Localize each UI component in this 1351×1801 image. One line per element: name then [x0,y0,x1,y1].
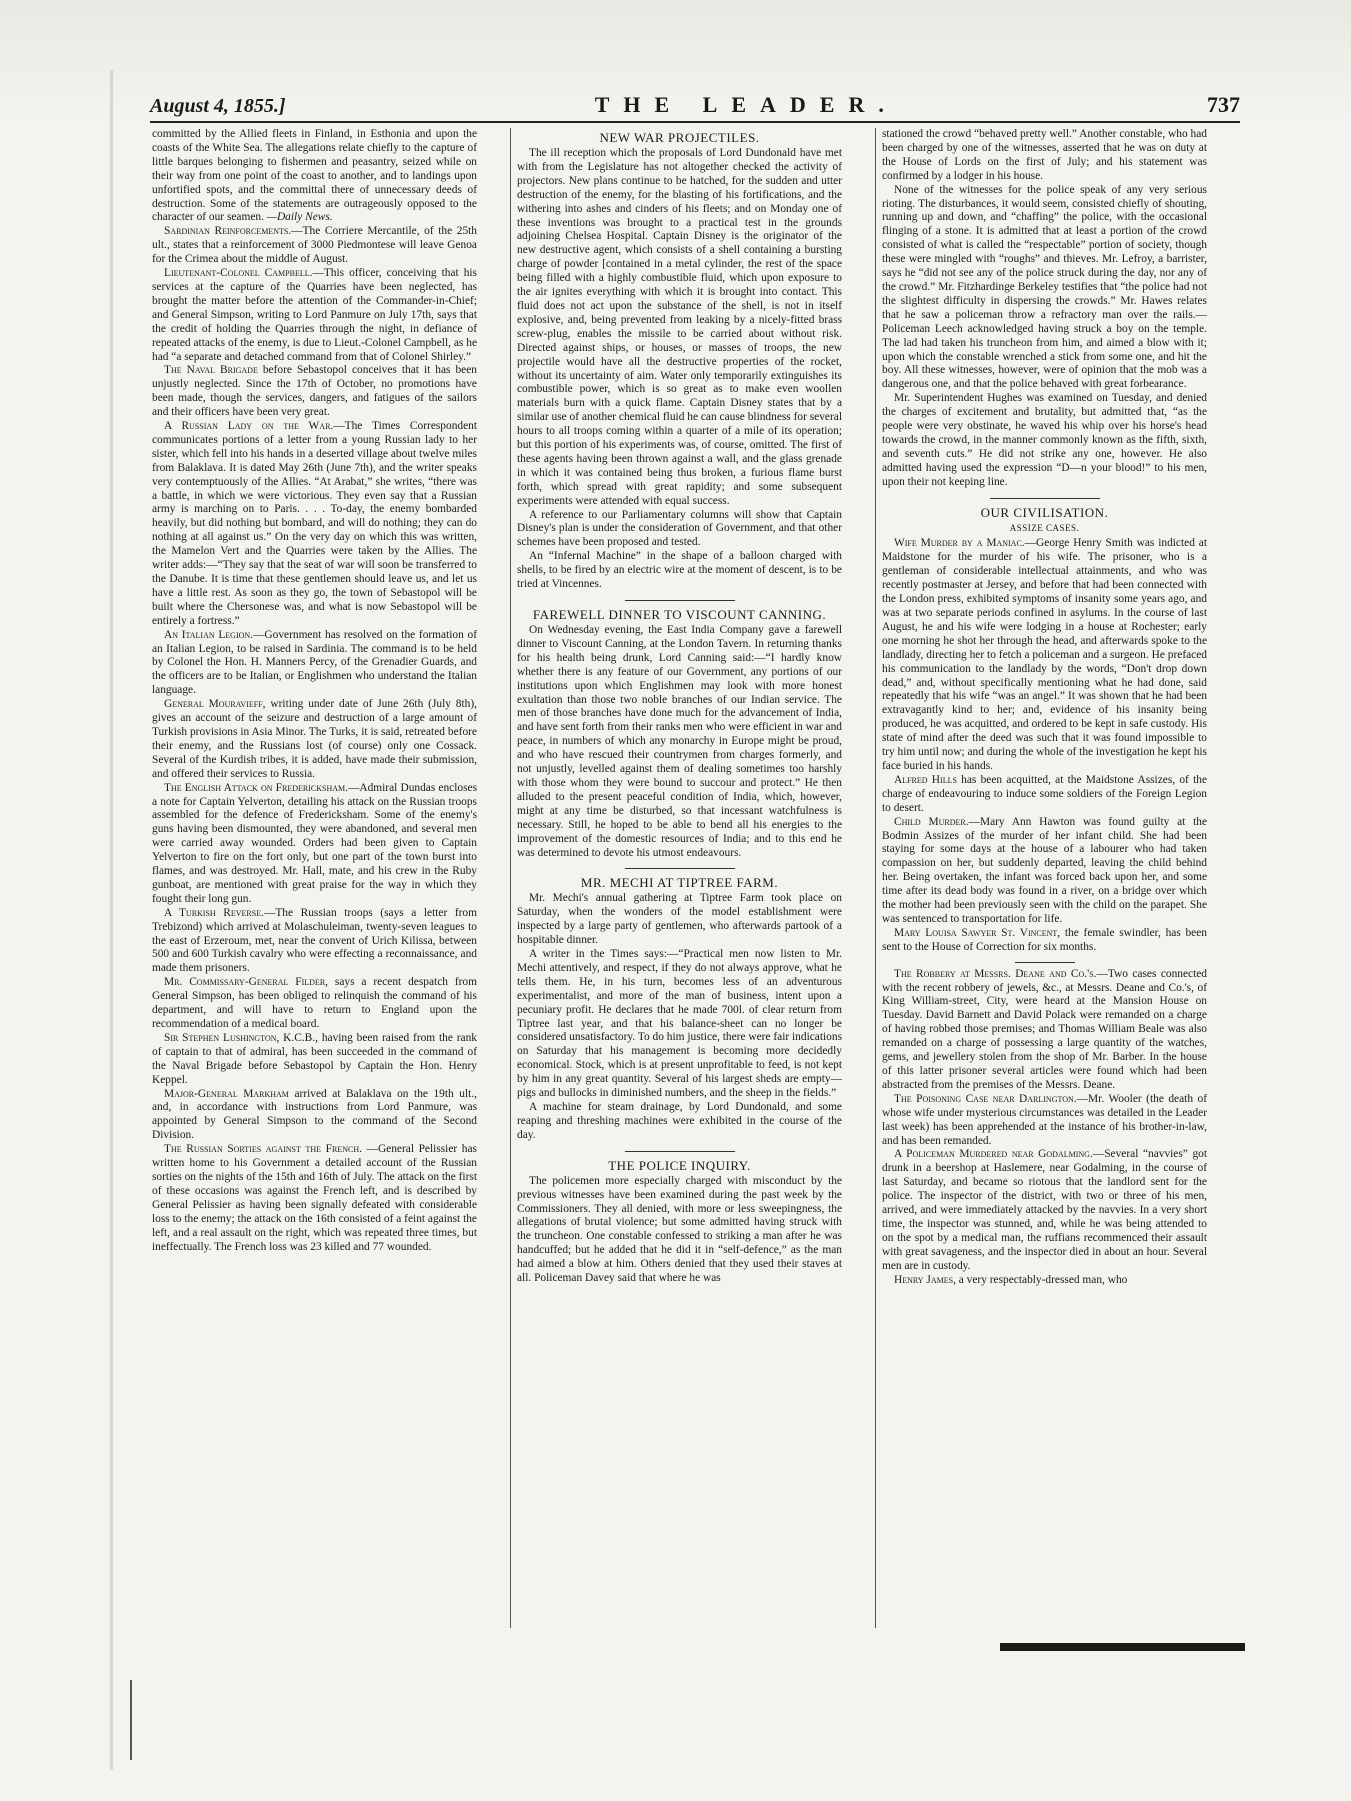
section-divider [1015,962,1075,963]
article-paragraph: Mr. Mechi's annual gathering at Tiptree Farm took place on Saturday, when the wonders of the model establishment were inspected by a large party of gentlemen, who afterwards partook of a hospitable dinner. [517,892,842,947]
article-paragraph: A writer in the Times says:—“Practical men now listen to Mr. Mechi attentively, and respect, if they do not always approve, what he tells them. He, in his turn, becomes less of an adventurous experimentalist, and more of the man of business, intent upon a pecuniary profit. He declares that he made 700l. of clear return from Tiptree last year, and that his balance-sheet can no longer be considered unsatisfactory. To do him justice, there were fair indications on Saturday that his management is becoming more decidedly economical. Stock, which is at present unprofitable to feed, is not kept by him in any great quantity. Several of his largest sheds are empty—pigs and bullocks in diminished numbers, and the sheep in the fields.” [517,948,842,1100]
subheading-assize-cases: ASSIZE CASES. [1009,522,1080,533]
section-heading-war-projectiles: NEW WAR PROJECTILES. [599,130,760,145]
masthead-title: THE LEADER. [594,92,898,117]
news-item: The Poisoning Case near Darlington.—Mr. Wooler (the death of whose wife under mysterious circumstances was detailed in the Leader last week) has been apprehended at the instance of his brother-in-law, and has been remanded. [882,1092,1207,1147]
article-paragraph: A machine for steam drainage, by Lord Dundonald, and some reaping and threshing machines were exhibited in the course of the day. [517,1101,842,1141]
section-heading-farewell-dinner: FAREWELL DINNER TO VISCOUNT CANNING. [532,607,827,622]
article-paragraph: An “Infernal Machine” in the shape of a balloon charged with shells, to be fired by an electric wire at the moment of descent, is to be tried at Vincennes. [517,550,842,591]
page-bottom-bar [1000,1643,1245,1651]
news-item: Major-General Markham arrived at Balaklava on the 19th ult., and, in accordance with instructions from Lord Panmure, was appointed by General Simpson to the command of the Second Division. [152,1087,477,1142]
column-2 [517,128,842,1633]
article-paragraph: On Wednesday evening, the East India Company gave a farewell dinner to Viscount Canning, at the London Tavern. In returning thanks for his health being drunk, Lord Canning said:—“I hardly know whether there is any feature of our Government, any portions of our institutions upon which Englishmen may look with more honest exultation than those two noble branches of our Indian service. The men of those branches have done much for the advancement of India, and have sent forth from their ranks men who were efficient in war and peace, in numbers of which any monarchy in Europe might be proud, and who have rescued their countrymen from charges formerly, and not unjustly, levelled against them of dealing sometimes too harshly with those whom they were bound to succour and protect.” He then alluded to the present peaceful condition of India, which, however, might at any time be disturbed, so that incessant watchfulness is necessary. Still, he hoped to be able to bend all his energies to the improvement of the domestic resources of India; and to this end he was determined to devote his utmost endeavours. [517,624,842,859]
news-item: Henry James, a very respectably-dressed man, who [894,1273,1128,1286]
article-paragraph: committed by the Allied fleets in Finland, in Esthonia and upon the coasts of the White Sea. The allegations relate chiefly to the capture of little barques belonging to fishermen and peasantry, seized while on their way from one point of the coast to another, and to landings upon unfortified spots, and the committal there of unnecessary deeds of destruction. Some of the statements are outrageously opposed to the character of our seamen. —Daily News. [152,128,477,224]
news-item: A Policeman Murdered near Godalming.—Several “navvies” got drunk in a beershop at Haslemere, near Godalming, in the course of last Saturday, and became so riotous that the landlord sent for the police. The inspector of the district, with two or three of his men, arrived, and were immediately attacked by the navvies. In a very short time, the inspector was stunned, and, while he was being attended to on the spot by a medical man, the ruffians recommenced their assault with great savageness, and the inspector died in about an hour. Several men are in custody. [882,1148,1207,1272]
page-header [150,82,1240,118]
article-paragraph: None of the witnesses for the police speak of any very serious rioting. The disturbances, it would seem, consisted chiefly of shouting, running up and down, and “chaffing” the police, with the occasional flinging of a stone. It is admitted that at least a portion of the crowd consisted of what is called the “respectable” portion of society, though these were mingled with “roughs” and thieves. Mr. Lefroy, a barrister, says he “did not see any of the police struck during the day, nor any of the crowd.” Mr. Fitzhardinge Berkeley testifies that “the police had not the slightest difficulty in dispersing the crowds.” Mr. Hawes relates that he saw a policeman throw a refractory man over the rails.—Policeman Leech acknowledged having struck a boy on the temple. The lad had taken his truncheon from him, and aimed a blow with it; upon which the constable wrenched a stick from some one, and hit the boy. All these witnesses, however, were of opinion that the mob was a dangerous one, and that the police behaved with great forbearance. [882,183,1207,391]
section-heading-police-inquiry: THE POLICE INQUIRY. [608,1157,751,1173]
news-item: The Robbery at Messrs. Deane and Co.'s.—Two cases connected with the recent robbery of jewels, &c., at Messrs. Deane and Co.'s, of King William-street, City, were heard at the Mansion House on Tuesday. David Barnett and David Polack were remanded on a charge of having robbed those premises; and Thomas William Beale was also remanded on a charge of possessing a large quantity of the watches, gems, and jewellery stolen from the shop of Mr. Barber. In the house of this latter prisoner several articles were found which had been abstracted from the premises of the Messrs. Deane. [882,967,1207,1091]
news-item: General Mouravieff, writing under date of June 26th (July 8th), gives an account of the seizure and destruction of a large amount of Turkish provisions in Asia Minor. The Turks, it is said, retreated before their enemy, and the Russians lost (of course) only one Cossack. Several of the Kurdish tribes, it is added, have made their submission, and offered their services to Russia. [152,698,477,780]
column-3 [882,128,1207,1633]
news-item: Alfred Hills has been acquitted, at the Maidstone Assizes, of the charge of endeavouring to induce some soldiers of the Foreign Legion to desert. [882,773,1207,814]
section-divider [625,1151,735,1152]
news-item: The Russian Sorties against the French. —General Pelissier has written home to his Government a detailed account of the Russian sorties on the nights of the 15th and 16th of July. The attack on the first of these occasions was against the French left, and is described by General Pelissier as having been signally defeated with considerable loss to the enemy; the attack on the 16th consisted of a feint against the left, and a real assault on the right, which was repeated three times, but ineffectually. The French loss was 23 killed and 77 wounded. [152,1143,477,1253]
article-paragraph: Mr. Superintendent Hughes was examined on Tuesday, and denied the charges of excitement and brutality, but admitted that, “as the people were very obstinate, he waved his whip over his horse's head towards the crowd, in the manner commonly known as the fifth, sixth, and seventh cuts.” He did not strike any one, however. He also admitted having used the expression “D—n your blood!” to his men, upon their not keeping line. [882,392,1207,488]
column-separator [875,128,876,1628]
news-item: The English Attack on Fredericksham.—Admiral Dundas encloses a note for Captain Yelverton, detailing his attack on the Russian troops assembled for the defence of Fredericksham. Some of the enemy's guns having been dismounted, they were abandoned, and several men were carried away wounded. Orders had been given to Captain Yelverton to fire on the fort only, but one part of the town burst into flames, and was destroyed. Mr. Hall, mate, and his crew in the Ruby gunboat, are mentioned with great praise for the way in which they fought their long gun. [152,781,477,905]
section-divider [625,600,735,601]
news-item: An Italian Legion.—Government has resolved on the formation of an Italian Legion, to be raised in Sardinia. The command is to be held by Colonel the Hon. H. Manners Percy, of the Grenadier Guards, and the officers are to be Italian, or Englishmen who understand the Italian language. [152,628,477,697]
news-item: Mary Louisa Sawyer St. Vincent, the female swindler, has been sent to the House of Correction for six months. [882,926,1207,953]
column-separator [510,128,511,1628]
news-item: Child Murder.—Mary Ann Hawton was found guilty at the Bodmin Assizes of the murder of her infant child. She had been staying for some days at the house of a labourer who had taken compassion on her, but suddenly departed, leaving the child behind her. Being overtaken, the infant was forced back upon her, and some time after its dead body was found in a river, on a bridge over which the mother had been previously seen with the child on the parapet. She was sentenced to transportation for life. [882,815,1207,925]
header-rule [150,121,1240,123]
news-item: Wife Murder by a Maniac.—George Henry Smith was indicted at Maidstone for the murder of his wife. The prisoner, who is a gentleman of considerable intellectual attainments, and who was recently postmaster at Jersey, and before that had been connected with the London press, exhibited symptoms of insanity some years ago, and was at two separate periods confined in asylums. In the course of last August, he and his wife were lodging in a house at Rochester; early one morning he shot her through the head, and afterwards spoke to the landlady, directing her to fetch a policeman and a surgeon. He prefaced his communication to the landlady by the words, “Don't drop down dead,” and, without specifically mentioning what he had done, said repeatedly that his wife “was an angel.” It was shown that he had been extravagantly kind to her; and, evidence of his insanity being produced, he was acquitted, and ordered to be kept in safe custody. His state of mind after the deed was such that it was found impossible to try him until now; and during the whole of the investigation he kept his face buried in his hands. [882,537,1207,772]
issue-date: August 4, 1855.] [150,95,286,117]
news-item: Lieutenant-Colonel Campbell.—This officer, conceiving that his services at the capture of the Quarries have been neglected, has brought the matter before the attention of the Commander-in-Chief; and General Simpson, writing to Lord Panmure on July 17th, says that the credit of holding the Quarries through the night, in defiance of repeated attacks of the enemy, is due to Lieut.-Colonel Campbell, as he had “a separate and detached command from that of Colonel Shirley.” [152,267,477,363]
news-item: A Russian Lady on the War.—The Times Correspondent communicates portions of a letter from a young Russian lady to her sister, which fell into his hands in a deserted village about twelve miles from Balaklava. It is dated May 26th (June 7th), and the writer speaks very contemptuously of the Allies. “At Arabat,” she writes, “there was a battle, in which we were victorious. They even say that a Russian army is marching on to Paris. . . . To-day, the enemy bombarded heavily, but did nothing but bombard, and will do nothing; they can do nothing at all against us.” On the very day on which this was written, the Mamelon Vert and the Quarries were taken by the Allies. The writer adds:—“They say that the seat of war will soon be transferred to the Danube. It is time that these gentlemen should leave us, and let us have a little rest. As soon as they go, the town of Sebastopol will be built where the Chersonese was, and what is now Sebastopol will be entirely a fortress.” [152,420,477,627]
section-divider [990,498,1100,499]
news-item: Mr. Commissary-General Filder, says a recent despatch from General Simpson, has been obliged to relinquish the command of his department, and will have to return to England upon the recommendation of a medical board. [152,976,477,1030]
news-item: The Naval Brigade before Sebastopol conceives that it has been unjustly neglected. Since the 17th of October, no promotions have been made, though the services, dangers, and fatigues of the sailors and their officers have been very great. [152,364,477,419]
section-heading-civilisation: OUR CIVILISATION. [980,504,1109,520]
article-paragraph: stationed the crowd “behaved pretty well.” Another constable, who had been charged by one of the witnesses, asserted that he was on duty at the House of Lords on the first of July; and his statement was confirmed by a lodger in his house. [882,128,1207,182]
column-1 [152,128,477,1633]
page-number: 737 [1207,92,1240,117]
article-paragraph: The policemen more especially charged with misconduct by the previous witnesses have been examined during the past week by the Commissioners. They all denied, with more or less sweepingness, the allegations of brutal violence; but some admitted having struck with the truncheon. One constable confessed to striking a man after he was handcuffed; but he added that he did it in “self-defence,” as the man had aimed a blow at him. Others denied that they used their staves at all. Policeman Davey said that where he was [517,1174,842,1285]
news-item: Sir Stephen Lushington, K.C.B., having been raised from the rank of captain to that of admiral, has been succeeded in the command of the Naval Brigade before Sebastopol by Captain the Hon. Henry Keppel. [152,1031,477,1086]
section-divider [625,868,735,869]
binding-mark [130,1680,132,1760]
news-item: A Turkish Reverse.—The Russian troops (says a letter from Trebizond) which arrived at Molaschuleiman, twenty-seven leagues to the east of Erzeroum, met, near the convent of Urich Kilissa, between 500 and 600 Turkish cavalry who were effecting a reconnaissance, and made them prisoners. [152,906,477,975]
news-item: Sardinian Reinforcements.—The Corriere Mercantile, of the 25th ult., states that a reinforcement of 3000 Piedmontese will leave Genoa for the Crimea about the middle of August. [152,225,477,266]
section-heading-mechi: MR. MECHI AT TIPTREE FARM. [580,875,779,891]
article-paragraph: A reference to our Parliamentary columns will show that Captain Disney's plan is under the consideration of Government, and that other schemes have been proposed and tested. [517,508,842,549]
page-edge [110,70,113,1770]
article-paragraph: The ill reception which the proposals of Lord Dundonald have met with from the Legislature has not altogether checked the activity of projectors. New plans continue to be hatched, for the sudden and utter destruction of the enemy, for the blasting of his fortifications, and the withering into ashes and cinders of his fleets; and on Monday one of these inventions was brought to a practical test in the grounds adjoining Chelsea Hospital. Captain Disney is the originator of the new destructive agent, which consists of a shell containing a bursting charge of powder [contained in a metal cylinder, the rest of the space being filled with a highly combustible fluid, which upon exposure to the air ignites everything with which it is brought into contact. This fluid does not act upon the substance of the shell, is not in itself explosive, and, being prevented from leaking by a nicely-fitted brass screw-plug, enables the missile to be carried about without risk. Directed against ships, or houses, or masses of troops, the new projectile would have all the destructive properties of the rocket, without its uncertainty of aim. Water only temporarily extinguishes its combustible power, which is so great as to make even woollen materials burn with a quick flame. Captain Disney states that by a similar use of another chemical fluid he can cause blindness for several hours to all troops coming within a quarter of a mile of its operation; but this portion of his experiments was, of course, omitted. The first of these agents having been thrown against a wall, and the glass grenade in which it was contained being thus broken, a furious flame burst forth, which spread with great rapidity; and some subsequent experiments were attended with equal success. [517,147,842,507]
